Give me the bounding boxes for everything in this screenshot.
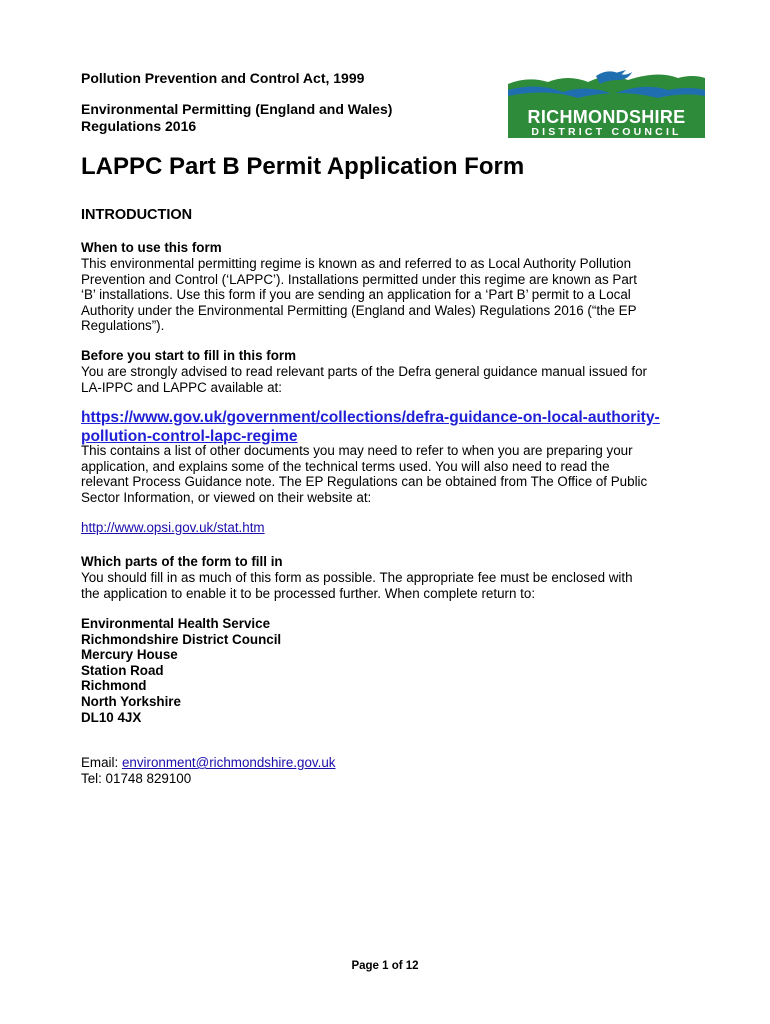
- regulations-line-2: Regulations 2016: [81, 118, 197, 134]
- return-address: [81, 616, 281, 725]
- address-line: Environmental Health Service: [81, 616, 271, 631]
- act-title: Pollution Prevention and Control Act, 1999: [81, 70, 365, 86]
- paragraph-line: Prevention and Control (‘LAPPC’). Installations permitted under this regime are known as Part: [81, 271, 637, 287]
- regulations-line-1: Environmental Permitting (England and Wales): [81, 101, 393, 117]
- which-parts-text: [81, 570, 633, 601]
- council-logo: [508, 70, 705, 138]
- paragraph-line: This environmental permitting regime is known as and referred to as Local Authority Pollution: [81, 256, 632, 271]
- address-line: DL10 4JX: [81, 709, 142, 725]
- email-label: Email:: [81, 755, 122, 770]
- paragraph-line: relevant Process Guidance note. The EP Regulations can be obtained from The Office of Public: [81, 474, 648, 490]
- before-you-start-heading: Before you start to fill in this form: [81, 348, 297, 363]
- address-line: Richmondshire District Council: [81, 631, 282, 647]
- paragraph-line: Authority under the Environmental Permitting (England and Wales) Regulations 2016 (“the EP: [81, 302, 637, 318]
- paragraph-line: Sector Information, or viewed on their website at:: [81, 489, 372, 505]
- paragraph-line: This contains a list of other documents you may need to refer to when you are preparing your: [81, 443, 633, 458]
- which-parts-heading: Which parts of the form to fill in: [81, 554, 283, 569]
- paragraph-line: application, and explains some of the technical terms used. You will also need to read the: [81, 458, 610, 474]
- defra-link-line-2[interactable]: pollution-control-lapc-regime: [81, 428, 298, 445]
- paragraph-line: You should fill in as much of this form as possible. The appropriate fee must be enclosed with: [81, 570, 633, 585]
- address-line: Mercury House: [81, 647, 178, 663]
- paragraph-line: LA-IPPC and LAPPC available at:: [81, 379, 282, 395]
- opsi-link[interactable]: http://www.opsi.gov.uk/stat.htm: [81, 520, 265, 535]
- contact-tel: Tel: 01748 829100: [81, 771, 192, 786]
- page-number: Page 1 of 12: [351, 960, 419, 972]
- paragraph-line: ‘B’ installations. Use this form if you are sending an application for a ‘Part B’ permit to a Local: [81, 287, 631, 303]
- address-line: Station Road: [81, 662, 164, 678]
- when-to-use-text: [81, 256, 637, 334]
- contact-email: [81, 755, 336, 771]
- address-line: North Yorkshire: [81, 693, 181, 709]
- contains-text: [81, 443, 647, 505]
- defra-guidance-link[interactable]: [81, 408, 660, 446]
- paragraph-line: You are strongly advised to read relevant parts of the Defra general guidance manual issued for: [81, 364, 647, 379]
- defra-link-line-1[interactable]: https://www.gov.uk/government/collections/defra-guidance-on-local-authority-: [81, 409, 660, 426]
- address-line: Richmond: [81, 678, 147, 694]
- before-you-start-text: [81, 364, 647, 395]
- email-link[interactable]: environment@richmondshire.gov.uk: [121, 755, 336, 770]
- logo-name-line-2: DISTRICT COUNCIL: [531, 126, 682, 138]
- introduction-heading: INTRODUCTION: [81, 207, 193, 223]
- paragraph-line: Regulations”).: [81, 318, 165, 334]
- logo-name-line-1: RICHMONDSHIRE: [527, 107, 686, 127]
- form-title: LAPPC Part B Permit Application Form: [81, 153, 525, 180]
- paragraph-line: the application to enable it to be processed further. When complete return to:: [81, 585, 536, 601]
- when-to-use-heading: When to use this form: [81, 240, 222, 255]
